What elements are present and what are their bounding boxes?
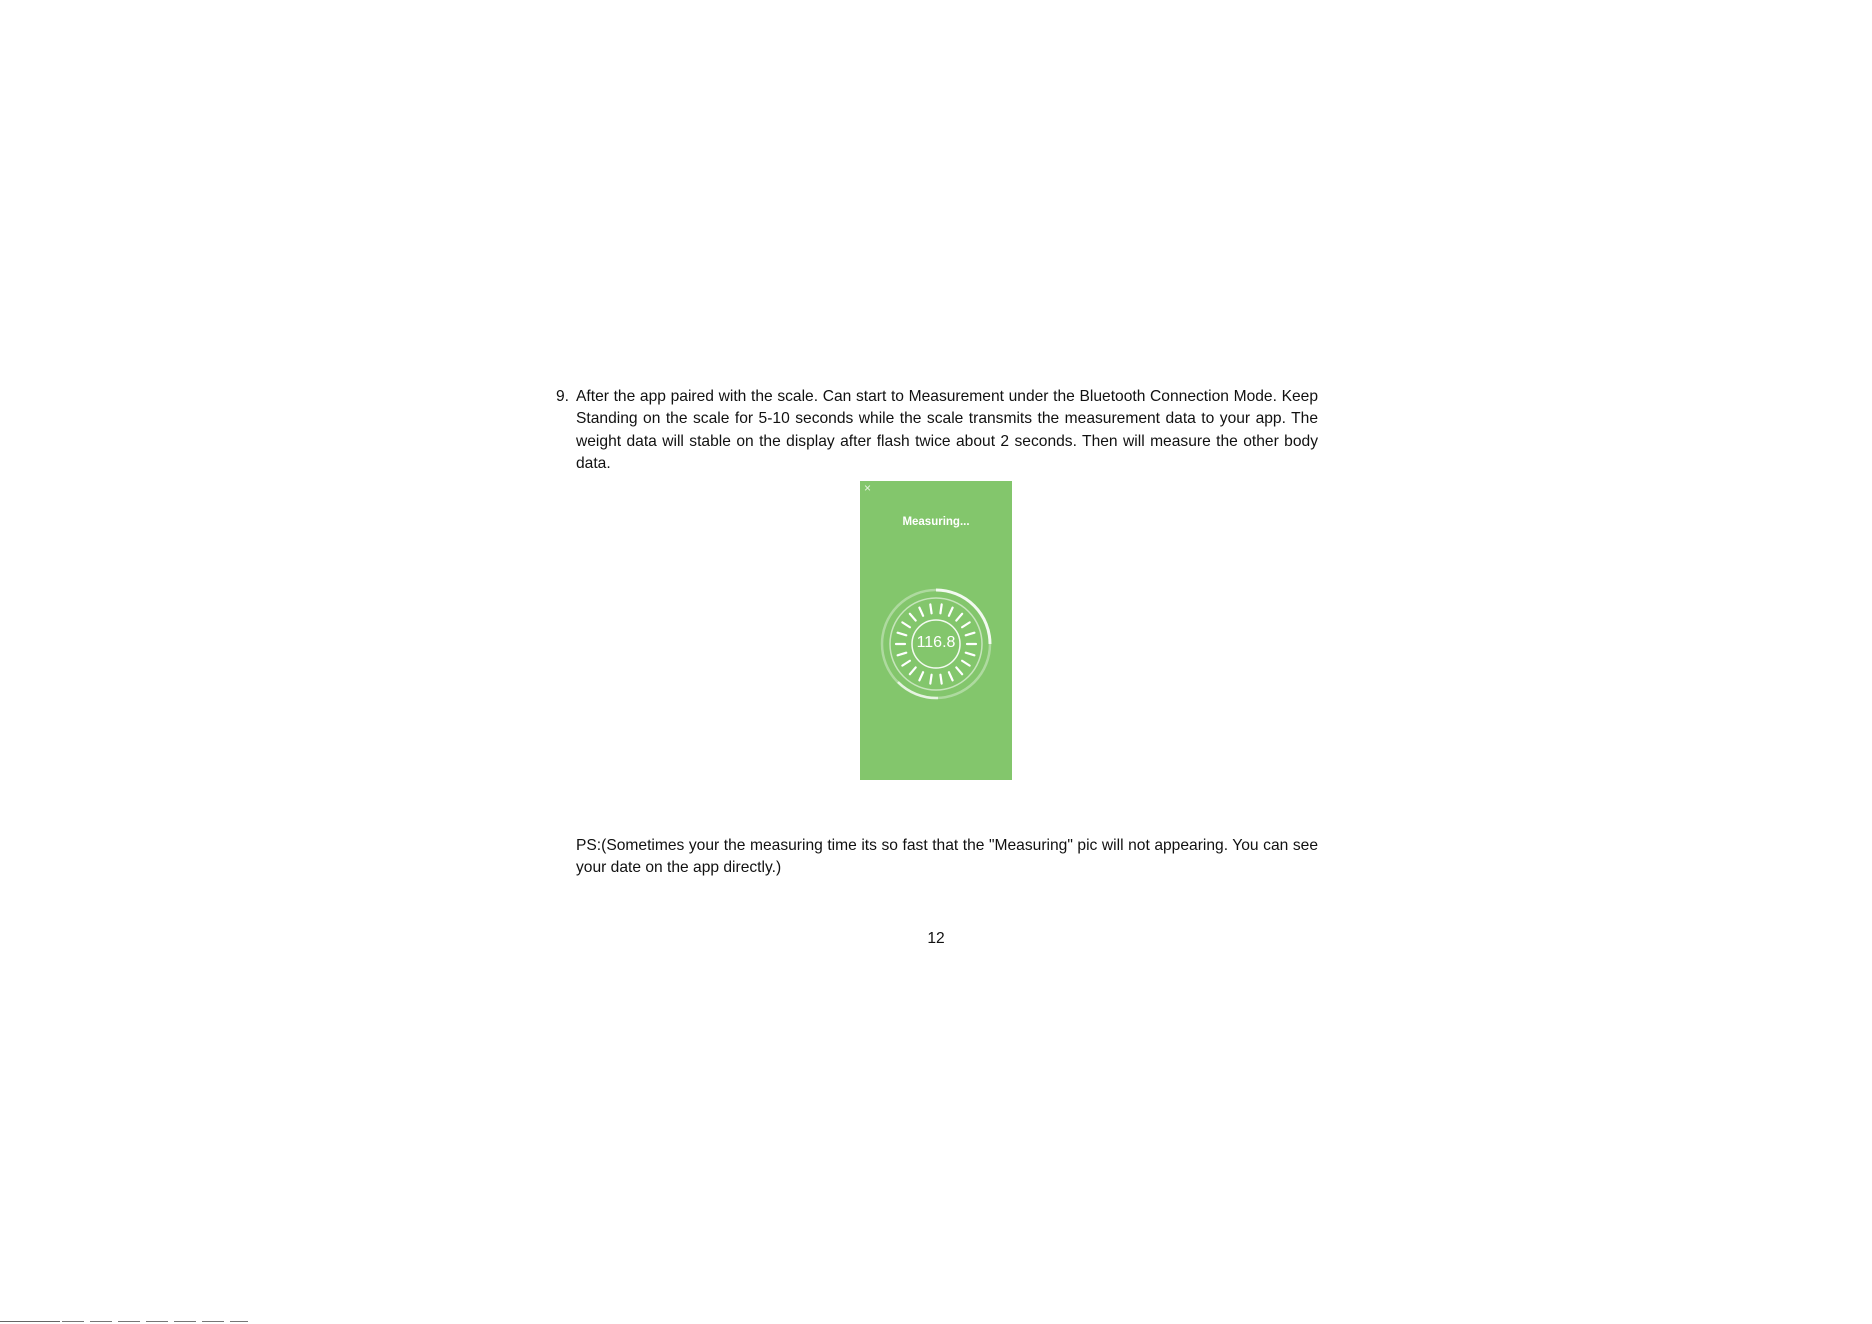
gauge-tick xyxy=(962,622,970,627)
close-icon: × xyxy=(864,481,872,495)
footer-dashes xyxy=(62,1321,248,1322)
gauge-tick xyxy=(930,675,931,684)
measuring-title: Measuring... xyxy=(902,516,970,528)
step-number: 9. xyxy=(556,388,570,405)
gauge-tick xyxy=(910,614,916,621)
gauge-tick xyxy=(949,608,953,616)
gauge-tick xyxy=(902,622,910,627)
footer-rule xyxy=(0,1321,60,1322)
gauge-tick xyxy=(956,667,962,674)
weight-readout: 116.8 xyxy=(916,634,956,651)
gauge-tick xyxy=(940,604,941,613)
gauge-tick xyxy=(940,675,941,684)
gauge-tick xyxy=(919,608,923,616)
instruction-text: After the app paired with the scale. Can start to Measurement under the Bluetooth Connection Mode. Keep Standing on the scale for 5-10 seconds while the scale transmits the measurement data to your app. The weight data will stable on the display after flash twice about 2 seconds. Then will measure the other body data. xyxy=(576,388,1318,473)
app-screenshot xyxy=(860,481,1012,780)
gauge-tick xyxy=(919,672,923,680)
gauge-tick xyxy=(949,672,953,680)
gauge-tick xyxy=(956,614,962,621)
gauge-tick xyxy=(962,661,970,666)
gauge-tick xyxy=(930,604,931,613)
gauge-tick xyxy=(910,667,916,674)
page-number: 12 xyxy=(927,930,945,947)
instruction-step xyxy=(556,386,1318,476)
gauge-tick xyxy=(902,661,910,666)
ps-note: PS:(Sometimes your the measuring time its so fast that the "Measuring" pic will not appearing. You can see your date on the app directly.) xyxy=(576,837,1318,877)
